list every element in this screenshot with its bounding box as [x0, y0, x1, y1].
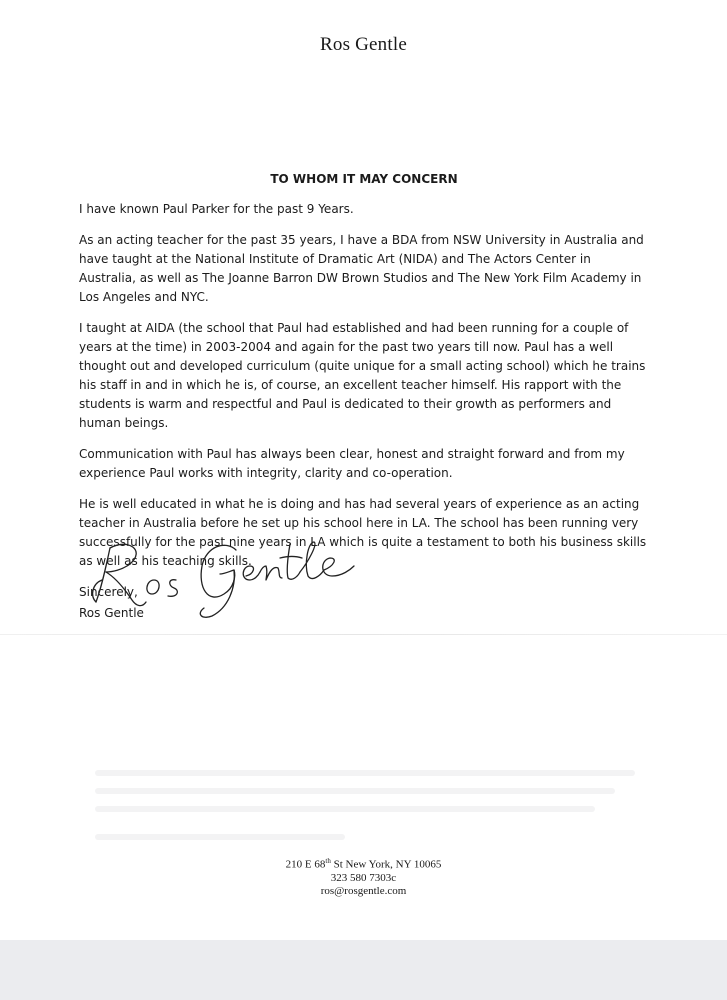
letterhead-footer: [0, 855, 727, 898]
paragraph-acquaintance: I have known Paul Parker for the past 9 Years.: [79, 202, 354, 216]
footer-street-number: 210 E 68: [285, 858, 326, 871]
reverse-side-bleed: [95, 770, 635, 776]
footer-street-rest: St New York, NY 10065: [330, 858, 442, 871]
paragraph-education: He is well educated in what he is doing and has had several years of experience as an acting teacher in Australia before he set up his school here in LA. The school has been running very successfully for the past nine years in LA which is quite a testament to both his business skills as well as his teaching skills.: [79, 497, 647, 568]
letter-heading: TO WHOM IT MAY CONCERN: [270, 172, 458, 186]
signer-name: Ros Gentle: [79, 606, 144, 620]
reverse-side-bleed: [95, 806, 595, 812]
scan-background: [0, 940, 727, 1000]
footer-email: ros@rosgentle.com: [320, 884, 407, 897]
paragraph-credentials: As an acting teacher for the past 35 years, I have a BDA from NSW University in Australia and have taught at the National Institute of Dramatic Art (NIDA) and The Actors Center in Australia, as well as The Joanne Barron DW Brown Studios and The New York Film Academy in Los Angeles and NYC.: [79, 233, 644, 304]
paragraph-communication: Communication with Paul has always been clear, honest and straight forward and from my experience Paul works with integrity, clarity and co-operation.: [79, 447, 625, 480]
paper-fold-line: [0, 634, 727, 635]
closing-salutation: Sincerely,: [79, 585, 138, 599]
footer-address: [0, 855, 727, 872]
footer-phone: 323 580 7303c: [330, 871, 397, 884]
footer-street-suffix: th: [325, 857, 331, 865]
reverse-side-bleed: [95, 834, 345, 840]
reverse-side-bleed: [95, 788, 615, 794]
letterhead-name: Ros Gentle: [320, 34, 407, 55]
paragraph-aida: I taught at AIDA (the school that Paul had established and had been running for a couple of years at the time) in 2003-2004 and again for the past two years till now. Paul has a well thought out and developed curriculum (quite unique for a small acting school) which he trains his staff in and in which he is, of course, an excellent teacher himself. His rapport with the students is warm and respectful and Paul is dedicated to their growth as performers and human beings.: [79, 321, 646, 430]
